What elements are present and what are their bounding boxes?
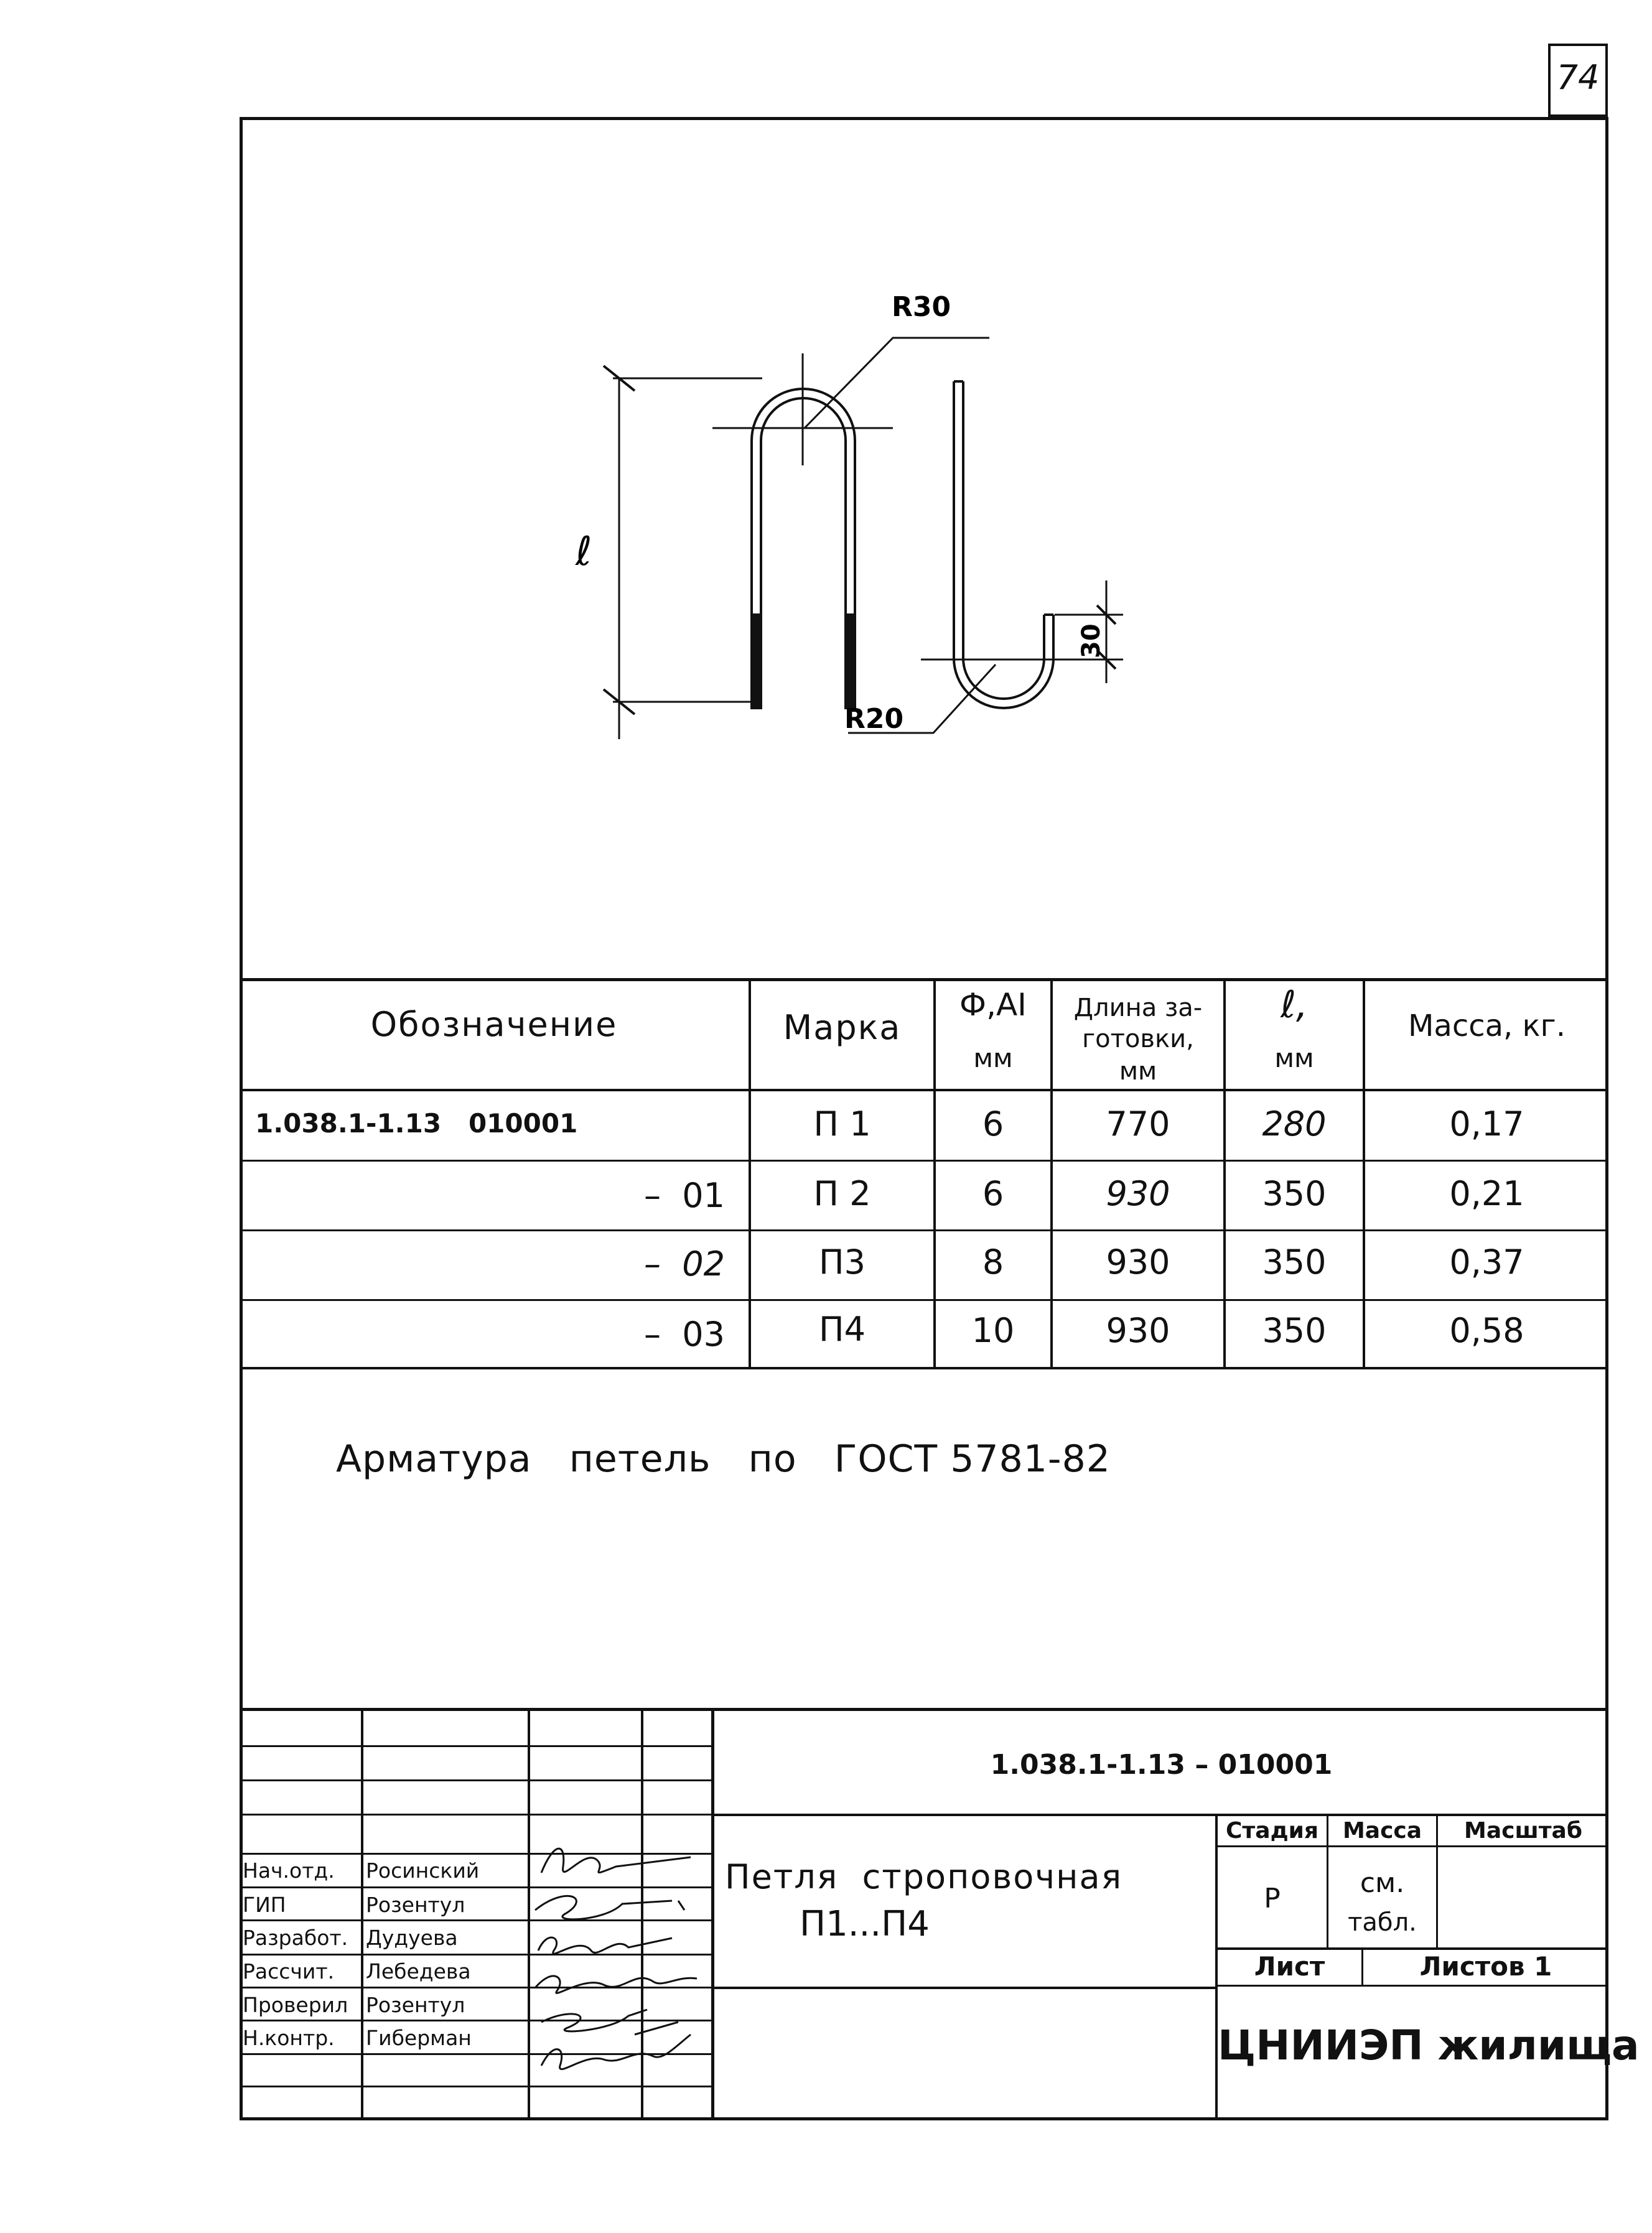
row-mark: П4 <box>819 1310 866 1349</box>
row-blank-length: 930 <box>1106 1311 1170 1350</box>
header-blank-line3: мм <box>1119 1057 1157 1086</box>
row-l: 350 <box>1262 1242 1327 1282</box>
stage-header: Стадия <box>1226 1818 1318 1844</box>
r30-label: R30 <box>892 291 951 323</box>
drawing-subtitle: П1...П4 <box>800 1904 930 1944</box>
row-mass: 0,21 <box>1449 1174 1524 1213</box>
l-label: ℓ <box>576 529 592 575</box>
row-mass: 0,17 <box>1449 1104 1524 1144</box>
row-mark: П 2 <box>813 1174 871 1213</box>
mass-header: Масса <box>1342 1818 1422 1844</box>
signer-name: Розентул <box>366 1893 465 1917</box>
loop-drawing <box>240 117 1608 988</box>
header-blank-line1: Длина за- <box>1073 994 1203 1022</box>
document-code: 1.038.1-1.13 – 010001 <box>990 1749 1333 1781</box>
row-mass: 0,58 <box>1449 1311 1524 1350</box>
signer-role: Проверил <box>243 1993 348 2017</box>
header-blank-line2: готовки, <box>1082 1025 1194 1053</box>
stage-value: Р <box>1264 1883 1281 1914</box>
signer-role: ГИП <box>243 1893 286 1917</box>
row-mark: П3 <box>819 1242 866 1282</box>
scale-header: Масштаб <box>1464 1818 1582 1844</box>
signatures-image <box>529 1829 703 2091</box>
signer-name: Лебедева <box>366 1959 471 1984</box>
row-diameter: 8 <box>982 1242 1004 1282</box>
mass-value-line1: см. <box>1360 1867 1405 1899</box>
dim-30-label: 30 <box>1077 623 1106 658</box>
row-designation: 1.038.1-1.13 010001 <box>255 1108 578 1139</box>
signer-role: Рассчит. <box>243 1959 335 1984</box>
signer-name: Розентул <box>366 1993 465 2017</box>
row-designation: – 02 <box>643 1244 725 1284</box>
row-diameter: 6 <box>982 1174 1004 1213</box>
hook-inner <box>963 381 1044 699</box>
header-l-line1: ℓ, <box>1281 983 1308 1027</box>
row-l: 350 <box>1262 1174 1327 1213</box>
signer-role: Разработ. <box>243 1926 348 1950</box>
row-mark: П 1 <box>813 1104 871 1144</box>
sheet-label: Лист <box>1254 1951 1325 1982</box>
header-diameter-line1: Ф,АⅠ <box>959 987 1027 1023</box>
signer-name: Гиберман <box>366 2026 472 2050</box>
signer-name: Дудуева <box>366 1926 458 1950</box>
row-blank-length: 930 <box>1106 1242 1170 1282</box>
header-diameter-line2: мм <box>973 1043 1013 1073</box>
row-designation: – 03 <box>643 1315 725 1354</box>
header-designation: Обозначение <box>370 1005 618 1044</box>
drawing-title: Петля стропoвочная <box>725 1857 1123 1896</box>
row-blank-length: 770 <box>1106 1104 1170 1144</box>
header-mark: Марка <box>783 1008 902 1047</box>
row-l: 280 <box>1262 1104 1327 1144</box>
mass-value-line2: табл. <box>1348 1908 1417 1937</box>
signer-role: Н.контр. <box>243 2026 335 2050</box>
row-designation: – 01 <box>643 1176 725 1215</box>
sheets-label: Листов 1 <box>1419 1951 1552 1982</box>
organization: ЦНИИЭП жилища <box>1218 2021 1640 2069</box>
signer-name: Росинский <box>366 1858 480 1883</box>
signer-role: Нач.отд. <box>243 1858 335 1883</box>
r20-label: R20 <box>844 703 904 735</box>
row-diameter: 6 <box>982 1104 1004 1144</box>
row-mass: 0,37 <box>1449 1242 1524 1282</box>
header-mass: Масса, кг. <box>1407 1009 1566 1043</box>
row-blank-length: 930 <box>1106 1174 1170 1213</box>
row-l: 350 <box>1262 1311 1327 1350</box>
sheet-number: 74 <box>1556 58 1600 97</box>
row-diameter: 10 <box>971 1311 1015 1350</box>
material-note: Арматура петель по ГОСТ 5781-82 <box>336 1437 1111 1481</box>
header-l-line2: мм <box>1274 1043 1314 1073</box>
